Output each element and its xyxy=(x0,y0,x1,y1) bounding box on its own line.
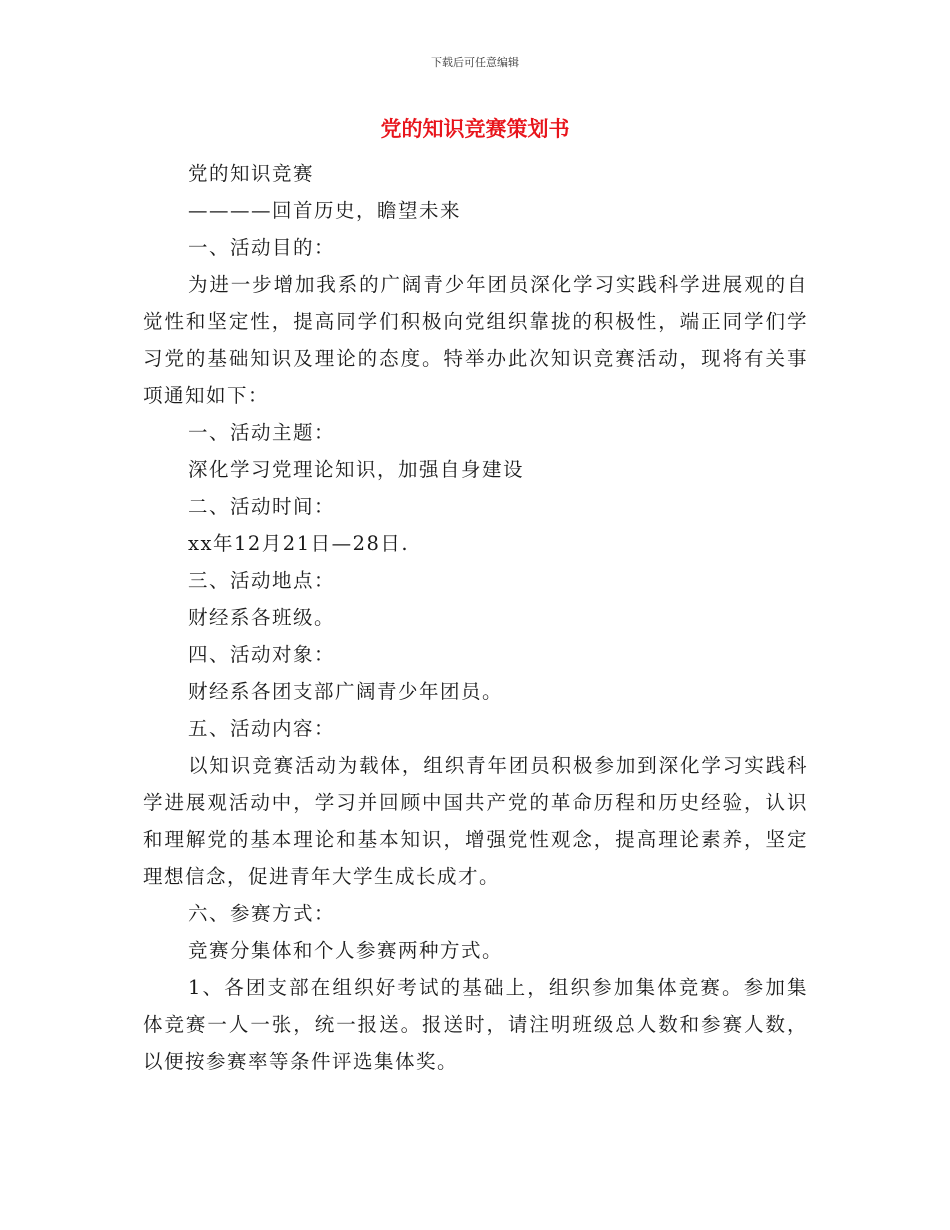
paragraph-location: 财经系各班级。 xyxy=(188,606,336,629)
header-note: 下载后可任意编辑 xyxy=(431,56,519,69)
paragraph-content: 以知识竞赛活动为载体，组织青年团员积极参加到深化学习实践科学进展观活动中，学习并回顾中国共产党的革命历程和历史经验，认识和理解党的基本理论和基本知识，增强党性观念，提高理论素养，坚定理想信念，促进青年大学生成长成才。 xyxy=(143,754,808,888)
section-heading-theme: 一、活动主题： xyxy=(188,421,336,444)
section-heading-audience: 四、活动对象： xyxy=(188,643,336,666)
document-body xyxy=(143,155,808,1080)
paragraph-method: 竞赛分集体和个人参赛两种方式。 xyxy=(188,939,504,962)
paragraph-subtitle: 党的知识竞赛 xyxy=(188,162,315,185)
document-title: 党的知识竞赛策划书 xyxy=(380,117,570,141)
paragraph-method-item-1: 1、各团支部在组织好考试的基础上，组织参加集体竞赛。参加集体竞赛一人一张，统一报送。报送时，请注明班级总人数和参赛人数，以便按参赛率等条件评选集体奖。 xyxy=(143,976,808,1073)
paragraph-time: xx年12月21日—28日. xyxy=(188,532,410,555)
section-heading-time: 二、活动时间： xyxy=(188,495,336,518)
paragraph-slogan: ————回首历史，瞻望未来 xyxy=(188,199,462,222)
section-heading-location: 三、活动地点： xyxy=(188,569,336,592)
paragraph-audience: 财经系各团支部广阔青少年团员。 xyxy=(188,680,504,703)
section-heading-content: 五、活动内容： xyxy=(188,717,336,740)
section-heading-method: 六、参赛方式： xyxy=(188,902,336,925)
paragraph-purpose: 为进一步增加我系的广阔青少年团员深化学习实践科学进展观的自觉性和坚定性，提高同学们积极向党组织靠拢的积极性，端正同学们学习党的基础知识及理论的态度。特举办此次知识竞赛活动，现将有关事项通知如下： xyxy=(143,273,808,407)
section-heading-purpose: 一、活动目的： xyxy=(188,236,336,259)
paragraph-theme: 深化学习党理论知识，加强自身建设 xyxy=(188,458,525,481)
